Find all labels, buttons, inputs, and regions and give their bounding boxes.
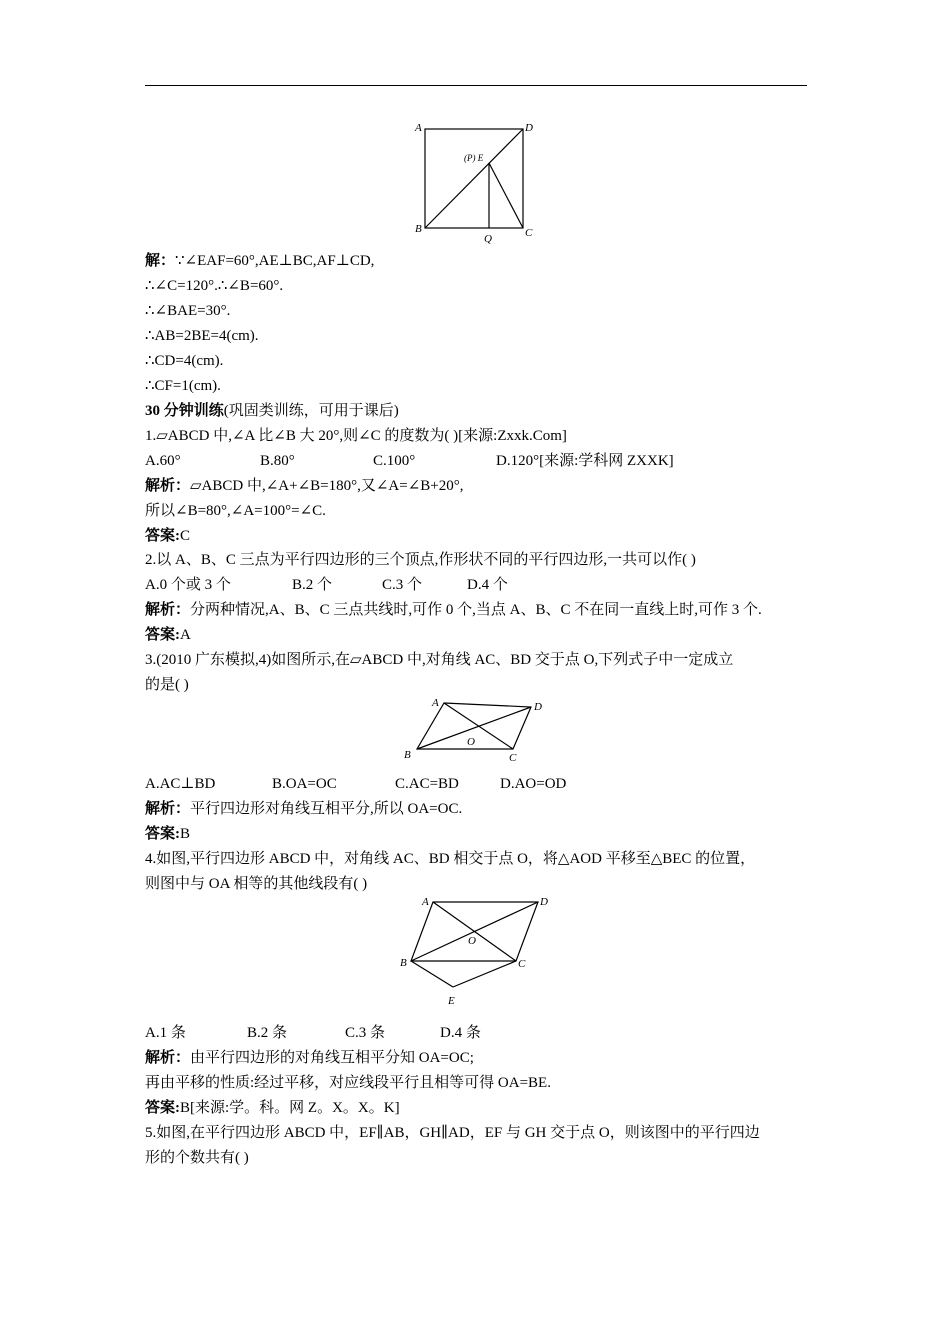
label-e: E (448, 995, 455, 1007)
q1-answer: 答案:C (145, 528, 191, 544)
q2-option-d: D.4 个 (467, 577, 508, 593)
label-a: A (422, 896, 429, 908)
figure-parallelogram-svg (400, 693, 550, 769)
solution-line-2: ∴∠C=120°.∴∠B=60°. (145, 278, 284, 294)
label-a: A (415, 122, 422, 134)
segment-be (411, 961, 453, 987)
figure-translation-svg (398, 892, 558, 1010)
q1-option-c: C.100° (373, 453, 416, 469)
figure-translation (398, 892, 558, 1010)
q1-stem: 1.▱ABCD 中,∠A 比∠B 大 20°,则∠C 的度数为( )[来源:Zxxk.Com] (145, 428, 567, 444)
q4-stem-2: 则图中与 OA 相等的其他线段有( ) (145, 876, 368, 892)
label-c: C (518, 958, 526, 970)
solution-line-4: ∴AB=2BE=4(cm). (145, 328, 259, 344)
label-d: D (540, 896, 548, 908)
q5-stem-2: 形的个数共有( ) (145, 1150, 249, 1166)
diagonal-bd (425, 129, 523, 228)
q3-stem-1: 3.(2010 广东模拟,4)如图所示,在▱ABCD 中,对角线 AC、BD 交于点 O,下列式子中一定成立 (145, 652, 734, 668)
q3-option-d: D.AO=OD (500, 776, 567, 792)
q1-option-b: B.80° (260, 453, 295, 469)
section-heading: 30 分钟训练(巩固类训练，可用于课后) (145, 403, 399, 419)
label-a: A (432, 697, 439, 709)
label-d: D (534, 701, 542, 713)
label-b: B (415, 223, 422, 235)
q1-analysis-2: 所以∠B=80°,∠A=100°=∠C. (145, 503, 326, 519)
q3-analysis-1: 解析：平行四边形对角线互相平分,所以 OA=OC. (145, 801, 463, 817)
q1-options (145, 452, 807, 470)
solution-line-1: 解：∵∠EAF=60°,AE⊥BC,AF⊥CD, (145, 253, 375, 269)
q1-option-a: A.60° (145, 453, 181, 469)
q4-option-b: B.2 条 (247, 1025, 288, 1041)
q3-options (145, 775, 807, 793)
q1-analysis-1: 解析：▱ABCD 中,∠A+∠B=180°,又∠A=∠B+20°, (145, 478, 464, 494)
q2-option-b: B.2 个 (292, 577, 333, 593)
q2-option-c: C.3 个 (382, 577, 423, 593)
figure-square (412, 118, 540, 244)
q2-analysis-1: 解析：分两种情况,A、B、C 三点共线时,可作 0 个,当点 A、B、C 不在同一直线上时,可作 3 个. (145, 602, 762, 618)
label-q: Q (484, 233, 492, 244)
q4-options (145, 1024, 807, 1042)
figure-square-svg (412, 118, 540, 244)
q4-option-a: A.1 条 (145, 1025, 186, 1041)
segment-ec (489, 163, 523, 228)
segment-ec (453, 961, 516, 987)
solution-line-5: ∴CD=4(cm). (145, 353, 224, 369)
label-pe: (P) E (464, 153, 484, 163)
q4-analysis-1: 解析：由平行四边形的对角线互相平分知 OA=OC; (145, 1050, 474, 1066)
header-rule (145, 85, 807, 86)
label-d: D (525, 122, 533, 134)
q4-option-c: C.3 条 (345, 1025, 386, 1041)
q2-stem: 2.以 A、B、C 三点为平行四边形的三个顶点,作形状不同的平行四边形,一共可以作( ) (145, 552, 696, 568)
q3-stem-2: 的是( ) (145, 677, 189, 693)
q4-stem-1: 4.如图,平行四边形 ABCD 中，对角线 AC、BD 相交于点 O，将△AOD 平移至△BEC 的位置， (145, 851, 756, 867)
label-c: C (509, 752, 517, 764)
q4-answer: 答案:B[来源:学。科。网 Z。X。X。K] (145, 1100, 400, 1116)
q3-option-a: A.AC⊥BD (145, 776, 216, 792)
label-o: O (468, 935, 476, 947)
label-b: B (404, 749, 411, 761)
q1-option-d: D.120°[来源:学科网 ZXXK] (496, 453, 674, 469)
solution-line-3: ∴∠BAE=30°. (145, 303, 231, 319)
figure-parallelogram (400, 693, 550, 769)
q3-option-c: C.AC=BD (395, 776, 459, 792)
q2-answer: 答案:A (145, 627, 191, 643)
label-c: C (525, 227, 533, 239)
q3-answer: 答案:B (145, 826, 191, 842)
label-b: B (400, 957, 407, 969)
q3-option-b: B.OA=OC (272, 776, 337, 792)
label-o: O (467, 736, 475, 748)
q4-option-d: D.4 条 (440, 1025, 481, 1041)
q5-stem-1: 5.如图,在平行四边形 ABCD 中，EF∥AB，GH∥AD，EF 与 GH 交于点 O，则该图中的平行四边 (145, 1125, 760, 1141)
q2-options (145, 576, 807, 594)
q2-option-a: A.0 个或 3 个 (145, 577, 231, 593)
q4-analysis-2: 再由平移的性质:经过平移，对应线段平行且相等可得 OA=BE. (145, 1075, 551, 1091)
solution-line-6: ∴CF=1(cm). (145, 378, 221, 394)
